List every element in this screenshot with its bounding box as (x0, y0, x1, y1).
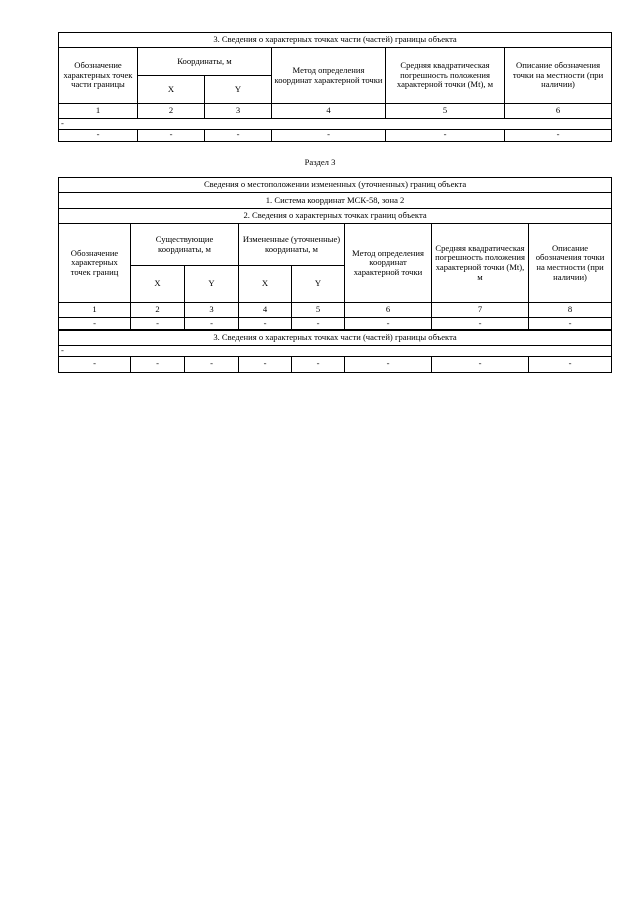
column-number: 5 (386, 104, 505, 119)
column-number: 3 (185, 303, 239, 318)
table-cell: - (292, 318, 345, 331)
column-number: 6 (505, 104, 612, 119)
coordinate-system: 1. Система координат МСК-58, зона 2 (59, 193, 612, 209)
table-cell: - (138, 129, 205, 141)
header-description: Описание обозначения точки на местности (при наличии) (505, 48, 612, 104)
column-number: 2 (131, 303, 185, 318)
table-cell: - (345, 356, 432, 372)
header-designation: Обозначение характерных точек части границы (59, 48, 138, 104)
header-description: Описание обозначения точки на местности (при наличии) (529, 224, 612, 303)
header-y: Y (185, 266, 239, 303)
header-changed-coordinates: Измененные (уточненные) координаты, м (239, 224, 345, 266)
table-row (59, 318, 612, 331)
table-cell: - (432, 318, 529, 331)
table-cell: - (59, 129, 138, 141)
table-title: Сведения о местоположении измененных (уточненных) границ объекта (59, 178, 612, 193)
column-number: 4 (272, 104, 386, 119)
header-y: Y (292, 266, 345, 303)
column-number: 4 (239, 303, 292, 318)
blank-cell: - (59, 119, 612, 130)
table-cell: - (185, 356, 239, 372)
part-boundary-points-table (58, 32, 612, 142)
table-cell: - (131, 356, 185, 372)
header-method: Метод определения координат характерной точки (272, 48, 386, 104)
section-heading: Раздел 3 (304, 157, 336, 167)
table-cell: - (529, 318, 612, 331)
header-designation: Обозначение характерных точек границ (59, 224, 131, 303)
table-cell: - (432, 356, 529, 372)
header-coordinates: Координаты, м (138, 48, 272, 76)
table-cell: - (272, 129, 386, 141)
table-cell: - (185, 318, 239, 331)
header-existing-coordinates: Существующие координаты, м (131, 224, 239, 266)
column-number-row (59, 303, 612, 318)
column-number: 7 (432, 303, 529, 318)
table-cell: - (529, 356, 612, 372)
table-cell: - (59, 356, 131, 372)
changed-boundaries-table (58, 177, 612, 373)
table-row (59, 129, 612, 141)
column-number: 1 (59, 104, 138, 119)
table-cell: - (345, 318, 432, 331)
table-row (59, 346, 612, 357)
header-accuracy: Средняя квадратическая погрешность положения характерной точки (Mt), м (432, 224, 529, 303)
table-cell: - (292, 356, 345, 372)
header-accuracy: Средняя квадратическая погрешность положения характерной точки (Mt), м (386, 48, 505, 104)
column-number: 5 (292, 303, 345, 318)
table-cell: - (59, 318, 131, 331)
table-row (59, 119, 612, 130)
column-number-row (59, 104, 612, 119)
table-cell: - (205, 129, 272, 141)
parts-section-title: 3. Сведения о характерных точках части (частей) границы объекта (59, 330, 612, 346)
blank-cell: - (59, 346, 612, 357)
table-cell: - (505, 129, 612, 141)
header-x: X (131, 266, 185, 303)
header-x: X (239, 266, 292, 303)
column-number: 3 (205, 104, 272, 119)
table-cell: - (131, 318, 185, 331)
column-number: 8 (529, 303, 612, 318)
table-cell: - (386, 129, 505, 141)
table-cell: - (239, 318, 292, 331)
table-row (59, 356, 612, 372)
table-title: 3. Сведения о характерных точках части (частей) границы объекта (59, 33, 612, 48)
header-x: X (138, 76, 205, 104)
header-y: Y (205, 76, 272, 104)
column-number: 2 (138, 104, 205, 119)
table-cell: - (239, 356, 292, 372)
column-number: 1 (59, 303, 131, 318)
points-section-title: 2. Сведения о характерных точках границ объекта (59, 209, 612, 224)
column-number: 6 (345, 303, 432, 318)
header-method: Метод определения координат характерной точки (345, 224, 432, 303)
